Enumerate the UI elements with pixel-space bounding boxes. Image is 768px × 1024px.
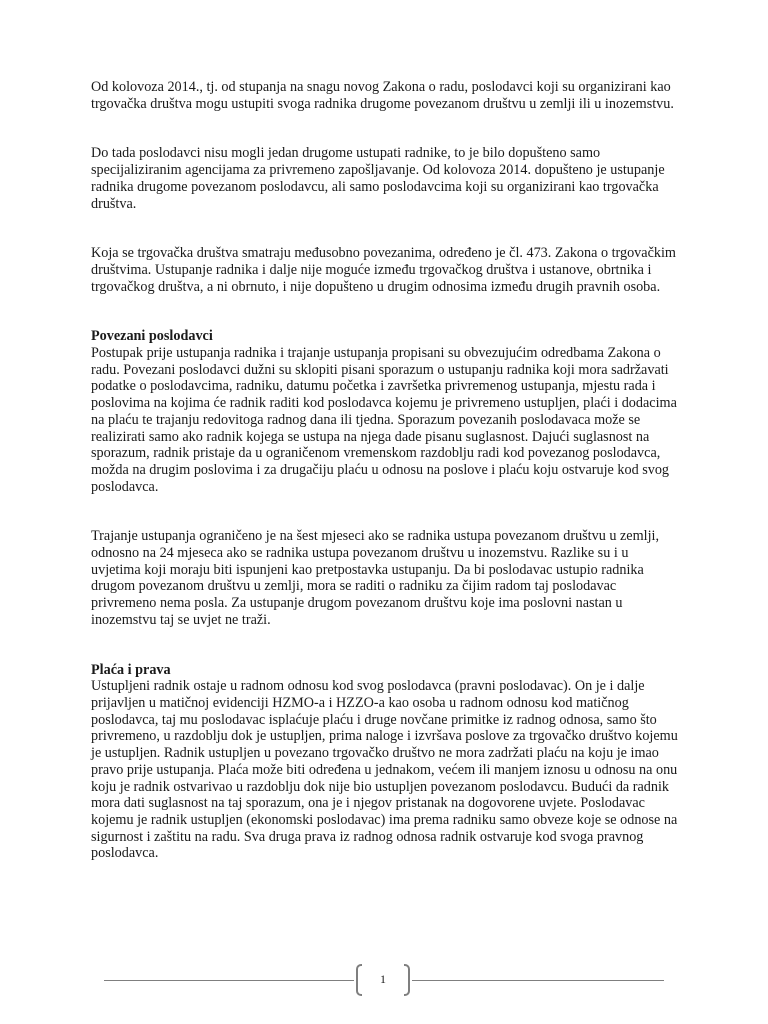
paragraph-duration xyxy=(91,528,681,628)
footer-divider-left xyxy=(104,980,354,981)
section-placa-i-prava xyxy=(91,662,681,862)
section-povezani-poslodavci xyxy=(91,328,681,495)
right-bracket-icon xyxy=(404,964,410,996)
footer-divider-right xyxy=(412,980,664,981)
paragraph-text: Ustupljeni radnik ostaje u radnom odnosu kod svog poslodavca (pravni poslodavac). On je i dalje prijavljen u matičnoj evidenciji HZMO-a i HZZO-a kao osoba u radnom odnosu kod matičnog poslodavca, taj mu poslodavac isplaćuje plaću i druge novčane primitke iz radnog odnosa, samo što privremeno, u razdoblju dok je ustupljen, prima naloge i izvršava poslove za trgovačko društvo kojemu je ustupljen. Radnik ustupljen u povezano trgovačko društvo ne mora zadržati plaću na koju je imao pravo prije ustupanja. Plaća može biti određena u jednakom, većem ili manjem iznosu u odnosu na onu koju je radnik ostvarivao u razdoblju dok nije bio ustupljen povezanom poslodavcu. Budući da radnik mora dati suglasnost na taj sporazum, ona je i njegov pristanak na dogovorene uvjete. Poslodavac kojemu je radnik ustupljen (ekonomski poslodavac) ima prema radniku samo obveze koje se odnose na sigurnost i zaštitu na radu. Sva druga prava iz radnog odnosa radnik ostvaruje kod svoga pravnog poslodavca. xyxy=(91,678,678,862)
page-number: 1 xyxy=(380,972,386,986)
paragraph-text: Do tada poslodavci nisu mogli jedan drugome ustupati radnike, to je bilo dopušteno samo specijaliziranim agencijama za privremeno zapošljavanje. Od kolovoza 2014. dopušteno je ustupanje radnika drugome povezanom poslodavcu, ali samo poslodavcima koji su organizirani kao trgovačka društva. xyxy=(91,145,665,212)
section-heading: Povezani poslodavci xyxy=(91,328,213,345)
paragraph-before-2014 xyxy=(91,145,681,212)
paragraph-text: Trajanje ustupanja ograničeno je na šest mjeseci ako se radnika ustupa povezanom društvu u zemlji, odnosno na 24 mjeseca ako se radnika ustupa povezanom društvu u inozemstvu. Razlike su i u uvjetima koji moraju biti ispunjeni kao pretpostavka ustupanju. Da bi poslodavac ustupio radnika drugom povezanom društvu u zemlji, mora se raditi o radniku za čijim radom taj poslodavac privremeno nema posla. Za ustupanje drugom povezanom društvu koje ima poslovni nastan u inozemstvu taj se uvjet ne traži. xyxy=(91,528,659,628)
paragraph-text: Koja se trgovačka društva smatraju međusobno povezanima, određeno je čl. 473. Zakona o trgovačkim društvima. Ustupanje radnika i dalje nije moguće između trgovačkog društva i ustanove, obrtnika i trgovačkog društva, a ni obrnuto, i nije dopušteno u drugim odnosima između drugih pravnih osoba. xyxy=(91,245,676,295)
document-body xyxy=(91,79,681,895)
paragraph-text: Postupak prije ustupanja radnika i trajanje ustupanja propisani su obvezujućim odredbama Zakona o radu. Povezani poslodavci dužni su sklopiti pisani sporazum o ustupanju radnika koji mora sadržavati podatke o poslodavcima, radniku, datumu početka i završetka privremenog ustupanja, mjestu rada i poslovima na kojima će radnik raditi kod poslodavca kojemu je privremeno ustupljen, plaći i dodacima na plaću te trajanju redovitoga radnog dana ili tjedna. Sporazum povezanih poslodavaca može se realizirati samo ako radnik kojega se ustupa na njega dade pisanu suglasnost. Dajući suglasnost na sporazum, radnik pristaje da u ograničenom vremenskom razdoblju radi kod povezanog poslodavca, možda na drugim poslovima i za drugačiju plaću u odnosu na poslove i plaću koju ostvaruje kod svog poslodavca. xyxy=(91,345,677,495)
paragraph-related-companies xyxy=(91,245,681,295)
section-heading: Plaća i prava xyxy=(91,661,171,678)
paragraph-intro xyxy=(91,79,681,112)
page-footer xyxy=(104,964,664,996)
paragraph-text: Od kolovoza 2014., tj. od stupanja na snagu novog Zakona o radu, poslodavci koji su organizirani kao trgovačka društva mogu ustupiti svoga radnika drugome povezanom društvu u zemlji ili u inozemstvu. xyxy=(91,79,674,112)
